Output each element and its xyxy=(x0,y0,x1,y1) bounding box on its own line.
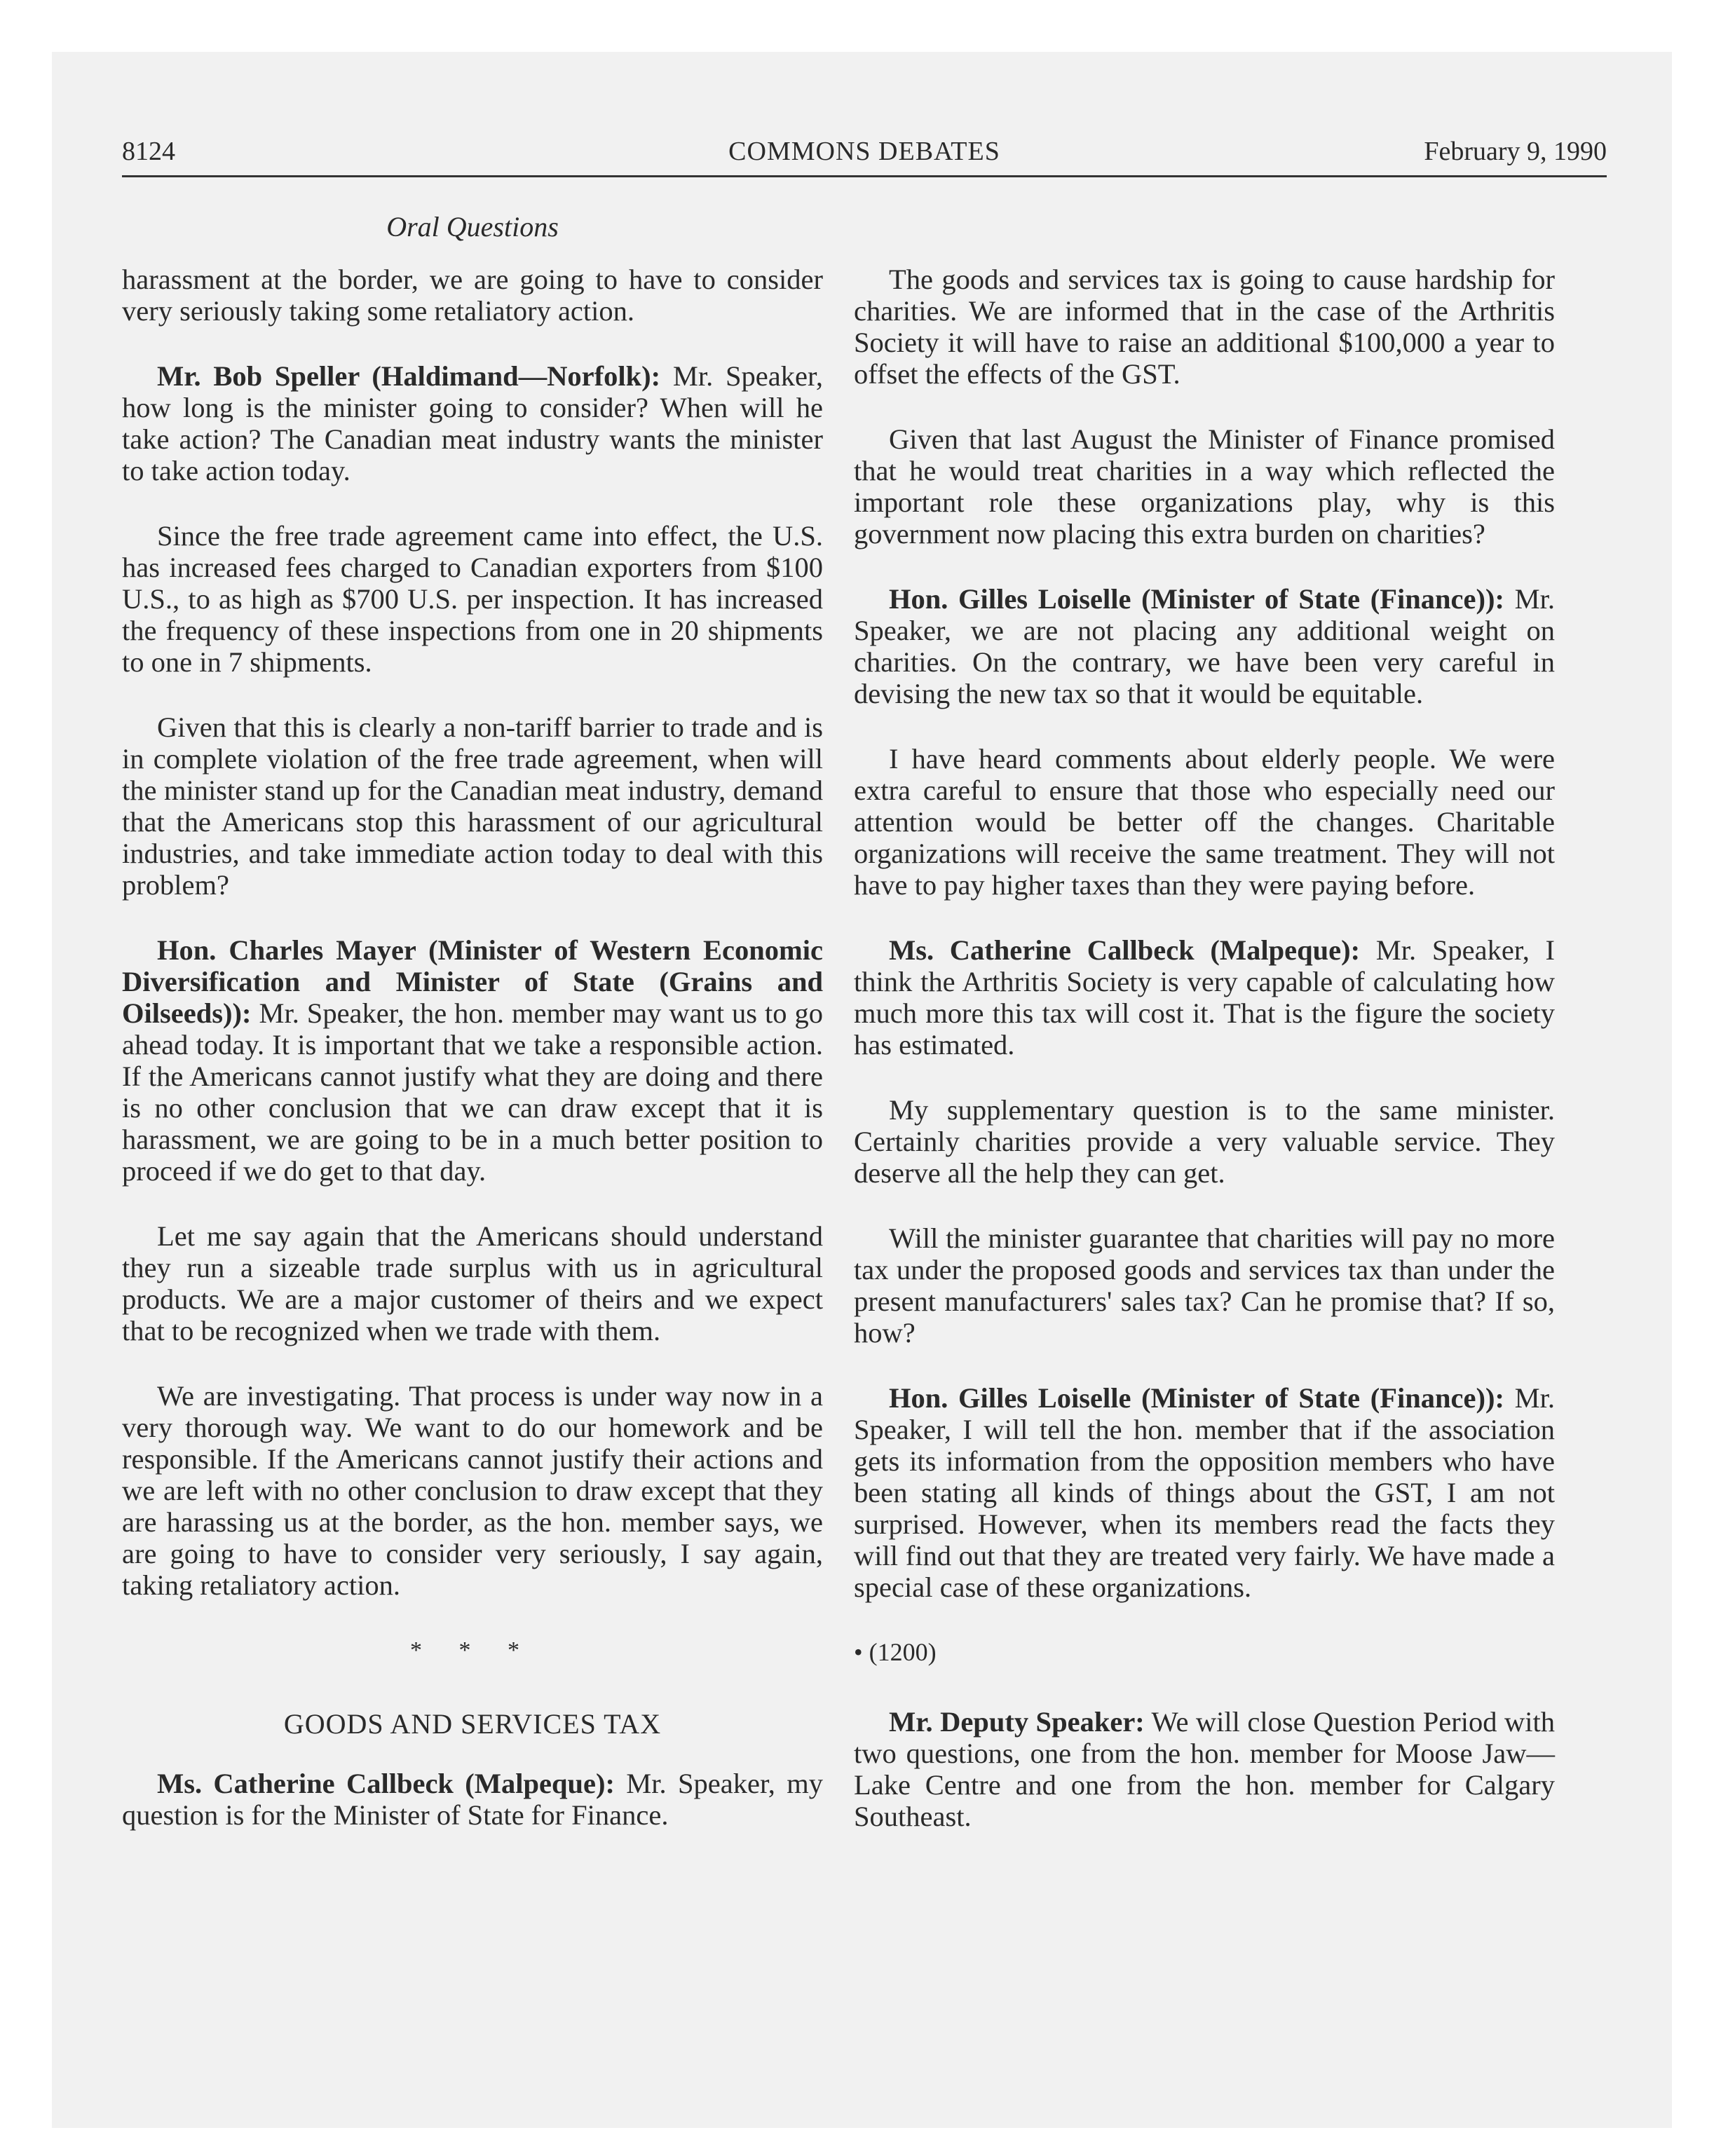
paragraph xyxy=(854,1382,1555,1603)
paragraph: Let me say again that the Americans should understand they run a sizeable trade surplus with us in agricultural products. We are a major customer of theirs and we expect that to be recognized when we trade with them. xyxy=(122,1220,823,1346)
paragraph: Given that last August the Minister of Finance promised that he would treat charities in a way which reflected the important role these organizations play, why is this government now placing this extra burden on charities? xyxy=(854,423,1555,550)
page-number: 8124 xyxy=(122,137,175,166)
publication-date: February 9, 1990 xyxy=(1424,137,1607,166)
publication-title: COMMONS DEBATES xyxy=(728,137,1000,166)
paragraph: Will the minister guarantee that charities will pay no more tax under the proposed goods and services tax than under the present manufacturers' sales tax? Can he promise that? If so, how? xyxy=(854,1222,1555,1349)
speech-text: Mr. Speaker, the hon. member may want us to go ahead today. It is important that we take a responsible action. If the Americans cannot justify what they are doing and there is no other conclusion that we can draw except that it is harassment, we are going to be in a much better position to proceed if we do get to that day. xyxy=(122,997,823,1187)
speaker-name: Ms. Catherine Callbeck (Malpeque): xyxy=(889,934,1361,966)
speaker-name: Hon. Gilles Loiselle (Minister of State (Finance)): xyxy=(889,1382,1504,1414)
time-marker: • (1200) xyxy=(854,1638,937,1666)
speech-text: Mr. Speaker, I think the Arthritis Society is very capable of calculating how much more this tax will cost it. That is the figure the society has estimated. xyxy=(854,934,1555,1060)
right-column xyxy=(854,264,1555,1866)
section-separator: * * * xyxy=(410,1637,535,1663)
paragraph: Since the free trade agreement came into effect, the U.S. has increased fees charged to Canadian exporters from $100 U.S., to as high as $700 U.S. per inspection. It has increased the frequency of these inspections from one in 20 shipments to one in 7 shipments. xyxy=(122,520,823,678)
speech-text: Mr. Speaker, I will tell the hon. member that if the association gets its information from the opposition members who have been stating all kinds of things about the GST, I am not surprised. However, when its members read the facts they will find out that they are treated very fairly. We have made a special case of these organizations. xyxy=(854,1382,1555,1603)
paragraph: Given that this is clearly a non-tariff barrier to trade and is in complete violation of the free trade agreement, when will the minister stand up for the Canadian meat industry, demand that the Americans stop this harassment of our agricultural industries, and take immediate action today to deal with this problem? xyxy=(122,711,823,901)
paragraph xyxy=(854,583,1555,709)
speech-text: Mr. Speaker, my question is for the Minister of State for Finance. xyxy=(122,1768,823,1831)
header-rule xyxy=(122,175,1607,177)
paragraph xyxy=(122,360,823,486)
speaker-name: Mr. Bob Speller (Haldimand—Norfolk): xyxy=(157,360,661,392)
paragraph xyxy=(122,1768,823,1831)
speaker-name: Hon. Gilles Loiselle (Minister of State (Finance)): xyxy=(889,583,1504,615)
paragraph xyxy=(854,1706,1555,1832)
paragraph: The goods and services tax is going to cause hardship for charities. We are informed that in the case of the Arthritis Society it will have to raise an additional $100,000 a year to offset the effects of the GST. xyxy=(854,264,1555,390)
speaker-name: Ms. Catherine Callbeck (Malpeque): xyxy=(157,1768,615,1799)
speaker-name: Hon. Charles Mayer (Minister of Western Economic Diversification and Minister of State (Grains and Oilseeds)): xyxy=(122,934,823,1029)
speech-text: Mr. Speaker, how long is the minister going to consider? When will he take action? The Canadian meat industry wants the minister to take action today. xyxy=(122,360,823,486)
paragraph: We are investigating. That process is under way now in a very thorough way. We want to do our homework and be responsible. If the Americans cannot justify their actions and we are left with no other conclusion to draw except that they are harassing us at the border, as the hon. member says, we are going to have to consider very seriously, I say again, taking retaliatory action. xyxy=(122,1380,823,1601)
paragraph xyxy=(122,934,823,1187)
document-page xyxy=(52,52,1672,2128)
paragraph: harassment at the border, we are going to have to consider very seriously taking some retaliatory action. xyxy=(122,264,823,327)
section-heading: GOODS AND SERVICES TAX xyxy=(283,1708,662,1740)
paragraph: I have heard comments about elderly people. We were extra careful to ensure that those who especially need our attention would be better off the changes. Charitable organizations will receive the same treatment. They will not have to pay higher taxes than they were paying before. xyxy=(854,743,1555,901)
speech-text: We will close Question Period with two questions, one from the hon. member for Moose Jaw—Lake Centre and one from the hon. member for Calgary Southeast. xyxy=(854,1706,1555,1832)
paragraph: My supplementary question is to the same minister. Certainly charities provide a very valuable service. They deserve all the help they can get. xyxy=(854,1094,1555,1189)
speech-text: Mr. Speaker, we are not placing any additional weight on charities. On the contrary, we have been very careful in devising the new tax so that it would be equitable. xyxy=(854,583,1555,709)
paragraph xyxy=(854,934,1555,1060)
section-label: Oral Questions xyxy=(386,211,559,243)
page-header xyxy=(122,136,1607,178)
left-column xyxy=(122,264,823,1864)
speaker-name: Mr. Deputy Speaker: xyxy=(889,1706,1145,1738)
